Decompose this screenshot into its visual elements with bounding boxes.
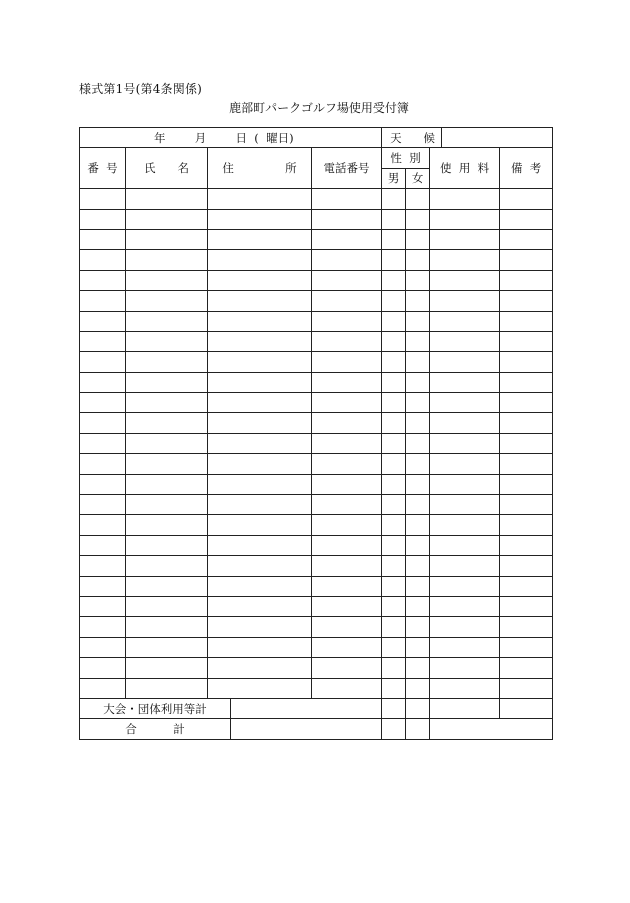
remarks-cell[interactable] [500,352,553,372]
name-cell[interactable] [126,270,208,290]
remarks-cell[interactable] [500,270,553,290]
female-cell[interactable] [406,209,430,229]
remarks-cell[interactable] [500,678,553,698]
phone-cell[interactable] [312,515,382,535]
phone-cell[interactable] [312,637,382,657]
address-cell[interactable] [208,189,312,209]
address-cell[interactable] [208,229,312,249]
remarks-cell[interactable] [500,331,553,351]
address-cell[interactable] [208,678,312,698]
fee-cell[interactable] [430,515,500,535]
table-row [80,515,553,535]
table-row [80,393,553,413]
number-cell[interactable] [80,535,126,555]
phone-cell[interactable] [312,311,382,331]
group-usage-total-label: 大会・団体利用等計 [80,698,231,718]
female-cell[interactable] [406,229,430,249]
phone-cell[interactable] [312,658,382,678]
number-cell[interactable] [80,291,126,311]
col-header-remarks: 備 考 [500,148,553,189]
address-cell[interactable] [208,433,312,453]
grand-total-label: 合 計 [80,719,231,739]
fee-cell[interactable] [430,576,500,596]
remarks-cell[interactable] [500,209,553,229]
name-cell[interactable] [126,474,208,494]
phone-cell[interactable] [312,291,382,311]
remarks-cell[interactable] [500,474,553,494]
table-row [80,678,553,698]
fee-cell[interactable] [430,556,500,576]
phone-cell[interactable] [312,535,382,555]
remarks-cell[interactable] [500,250,553,270]
male-cell[interactable] [382,311,406,331]
table-row [80,331,553,351]
fee-cell[interactable] [430,331,500,351]
col-header-phone: 電話番号 [312,148,382,189]
remarks-cell[interactable] [500,617,553,637]
female-cell[interactable] [406,352,430,372]
name-cell[interactable] [126,454,208,474]
remarks-cell[interactable] [500,372,553,392]
col-header-male: 男 [382,168,406,188]
female-cell[interactable] [406,393,430,413]
phone-cell[interactable] [312,209,382,229]
name-cell[interactable] [126,291,208,311]
male-cell[interactable] [382,413,406,433]
phone-cell[interactable] [312,270,382,290]
address-cell[interactable] [208,331,312,351]
phone-cell[interactable] [312,454,382,474]
fee-cell[interactable] [430,535,500,555]
col-header-female: 女 [406,168,430,188]
number-cell[interactable] [80,474,126,494]
female-cell[interactable] [406,291,430,311]
female-cell[interactable] [406,270,430,290]
date-field[interactable]: 年 月 日 ( 曜日) [80,128,382,148]
address-cell[interactable] [208,556,312,576]
name-cell[interactable] [126,352,208,372]
male-cell[interactable] [382,576,406,596]
group-usage-total-field[interactable] [231,698,382,718]
number-cell[interactable] [80,678,126,698]
name-cell[interactable] [126,372,208,392]
grand-fee-total[interactable] [430,719,553,739]
col-header-address: 住 所 [208,148,312,189]
number-cell[interactable] [80,372,126,392]
name-cell[interactable] [126,678,208,698]
number-cell[interactable] [80,658,126,678]
phone-cell[interactable] [312,250,382,270]
address-cell[interactable] [208,291,312,311]
male-cell[interactable] [382,454,406,474]
number-cell[interactable] [80,393,126,413]
address-cell[interactable] [208,474,312,494]
address-cell[interactable] [208,393,312,413]
table-row [80,495,553,515]
grand-total-field[interactable] [231,719,382,739]
address-cell[interactable] [208,535,312,555]
fee-cell[interactable] [430,229,500,249]
name-cell[interactable] [126,331,208,351]
document-title: 鹿部町パークゴルフ場使用受付簿 [229,101,409,115]
table-row [80,454,553,474]
name-cell[interactable] [126,250,208,270]
name-cell[interactable] [126,311,208,331]
female-cell[interactable] [406,454,430,474]
remarks-cell[interactable] [500,495,553,515]
male-cell[interactable] [382,474,406,494]
remarks-cell[interactable] [500,556,553,576]
address-cell[interactable] [208,250,312,270]
grand-total-row [80,719,553,739]
table-row [80,637,553,657]
date-weather-row [80,128,553,148]
male-cell[interactable] [382,270,406,290]
table-row [80,474,553,494]
remarks-cell[interactable] [500,189,553,209]
female-cell[interactable] [406,658,430,678]
female-cell[interactable] [406,189,430,209]
female-cell[interactable] [406,515,430,535]
name-cell[interactable] [126,189,208,209]
fee-cell[interactable] [430,413,500,433]
remarks-cell[interactable] [500,637,553,657]
name-cell[interactable] [126,393,208,413]
table-row [80,270,553,290]
phone-cell[interactable] [312,596,382,616]
fee-cell[interactable] [430,495,500,515]
phone-cell[interactable] [312,617,382,637]
table-row [80,576,553,596]
table-row [80,372,553,392]
address-cell[interactable] [208,637,312,657]
name-cell[interactable] [126,535,208,555]
fee-cell[interactable] [430,209,500,229]
table-row [80,352,553,372]
name-cell[interactable] [126,596,208,616]
male-cell[interactable] [382,229,406,249]
group-remarks[interactable] [500,698,553,718]
male-cell[interactable] [382,393,406,413]
name-cell[interactable] [126,658,208,678]
fee-cell[interactable] [430,393,500,413]
male-cell[interactable] [382,331,406,351]
name-cell[interactable] [126,515,208,535]
fee-cell[interactable] [430,352,500,372]
phone-cell[interactable] [312,495,382,515]
address-cell[interactable] [208,413,312,433]
name-cell[interactable] [126,495,208,515]
fee-cell[interactable] [430,454,500,474]
fee-cell[interactable] [430,658,500,678]
male-cell[interactable] [382,291,406,311]
reception-ledger-table [79,127,553,740]
number-cell[interactable] [80,596,126,616]
phone-cell[interactable] [312,352,382,372]
number-cell[interactable] [80,637,126,657]
female-cell[interactable] [406,433,430,453]
address-cell[interactable] [208,311,312,331]
table-row [80,209,553,229]
remarks-cell[interactable] [500,515,553,535]
fee-cell[interactable] [430,596,500,616]
phone-cell[interactable] [312,474,382,494]
female-cell[interactable] [406,372,430,392]
table-row [80,189,553,209]
number-cell[interactable] [80,331,126,351]
phone-cell[interactable] [312,576,382,596]
phone-cell[interactable] [312,413,382,433]
female-cell[interactable] [406,331,430,351]
name-cell[interactable] [126,617,208,637]
group-male-total[interactable] [382,698,406,718]
remarks-cell[interactable] [500,658,553,678]
fee-cell[interactable] [430,189,500,209]
remarks-cell[interactable] [500,576,553,596]
fee-cell[interactable] [430,678,500,698]
male-cell[interactable] [382,352,406,372]
name-cell[interactable] [126,413,208,433]
female-cell[interactable] [406,474,430,494]
female-cell[interactable] [406,556,430,576]
male-cell[interactable] [382,433,406,453]
address-cell[interactable] [208,596,312,616]
male-cell[interactable] [382,250,406,270]
column-header-row [80,148,553,168]
phone-cell[interactable] [312,393,382,413]
number-cell[interactable] [80,576,126,596]
female-cell[interactable] [406,311,430,331]
male-cell[interactable] [382,658,406,678]
remarks-cell[interactable] [500,433,553,453]
phone-cell[interactable] [312,189,382,209]
male-cell[interactable] [382,556,406,576]
table-row [80,596,553,616]
address-cell[interactable] [208,352,312,372]
address-cell[interactable] [208,270,312,290]
col-header-number: 番 号 [80,148,126,189]
remarks-cell[interactable] [500,413,553,433]
name-cell[interactable] [126,433,208,453]
remarks-cell[interactable] [500,535,553,555]
table-row [80,229,553,249]
table-row [80,658,553,678]
table-row [80,311,553,331]
remarks-cell[interactable] [500,393,553,413]
fee-cell[interactable] [430,474,500,494]
fee-cell[interactable] [430,291,500,311]
remarks-cell[interactable] [500,229,553,249]
fee-cell[interactable] [430,617,500,637]
col-header-fee: 使 用 料 [430,148,500,189]
address-cell[interactable] [208,454,312,474]
number-cell[interactable] [80,270,126,290]
number-cell[interactable] [80,556,126,576]
male-cell[interactable] [382,637,406,657]
number-cell[interactable] [80,189,126,209]
table-row [80,413,553,433]
number-cell[interactable] [80,209,126,229]
table-row [80,433,553,453]
number-cell[interactable] [80,454,126,474]
number-cell[interactable] [80,495,126,515]
male-cell[interactable] [382,678,406,698]
group-fee-total[interactable] [430,698,500,718]
weather-label: 天 候 [382,128,442,148]
grand-male-total[interactable] [382,719,406,739]
fee-cell[interactable] [430,637,500,657]
number-cell[interactable] [80,311,126,331]
address-cell[interactable] [208,617,312,637]
female-cell[interactable] [406,250,430,270]
address-cell[interactable] [208,515,312,535]
male-cell[interactable] [382,495,406,515]
phone-cell[interactable] [312,556,382,576]
fee-cell[interactable] [430,270,500,290]
number-cell[interactable] [80,413,126,433]
male-cell[interactable] [382,209,406,229]
name-cell[interactable] [126,637,208,657]
remarks-cell[interactable] [500,311,553,331]
table-row [80,250,553,270]
male-cell[interactable] [382,372,406,392]
number-cell[interactable] [80,433,126,453]
female-cell[interactable] [406,637,430,657]
weather-field[interactable] [442,128,553,148]
remarks-cell[interactable] [500,596,553,616]
remarks-cell[interactable] [500,454,553,474]
table-row [80,535,553,555]
male-cell[interactable] [382,189,406,209]
male-cell[interactable] [382,617,406,637]
number-cell[interactable] [80,250,126,270]
phone-cell[interactable] [312,678,382,698]
form-number-label: 様式第1号(第4条関係) [79,82,203,96]
table-row [80,556,553,576]
address-cell[interactable] [208,372,312,392]
group-usage-total-row [80,698,553,718]
number-cell[interactable] [80,515,126,535]
fee-cell[interactable] [430,250,500,270]
number-cell[interactable] [80,352,126,372]
number-cell[interactable] [80,617,126,637]
phone-cell[interactable] [312,331,382,351]
remarks-cell[interactable] [500,291,553,311]
address-cell[interactable] [208,495,312,515]
fee-cell[interactable] [430,372,500,392]
address-cell[interactable] [208,209,312,229]
female-cell[interactable] [406,495,430,515]
table-row [80,291,553,311]
female-cell[interactable] [406,413,430,433]
grand-female-total[interactable] [406,719,430,739]
group-female-total[interactable] [406,698,430,718]
name-cell[interactable] [126,556,208,576]
female-cell[interactable] [406,535,430,555]
male-cell[interactable] [382,535,406,555]
female-cell[interactable] [406,576,430,596]
number-cell[interactable] [80,229,126,249]
phone-cell[interactable] [312,229,382,249]
name-cell[interactable] [126,576,208,596]
phone-cell[interactable] [312,433,382,453]
female-cell[interactable] [406,678,430,698]
address-cell[interactable] [208,658,312,678]
fee-cell[interactable] [430,311,500,331]
table-row [80,617,553,637]
address-cell[interactable] [208,576,312,596]
phone-cell[interactable] [312,372,382,392]
female-cell[interactable] [406,617,430,637]
name-cell[interactable] [126,229,208,249]
male-cell[interactable] [382,515,406,535]
female-cell[interactable] [406,596,430,616]
col-header-sex: 性 別 [382,148,430,168]
name-cell[interactable] [126,209,208,229]
male-cell[interactable] [382,596,406,616]
fee-cell[interactable] [430,433,500,453]
col-header-name: 氏 名 [126,148,208,189]
